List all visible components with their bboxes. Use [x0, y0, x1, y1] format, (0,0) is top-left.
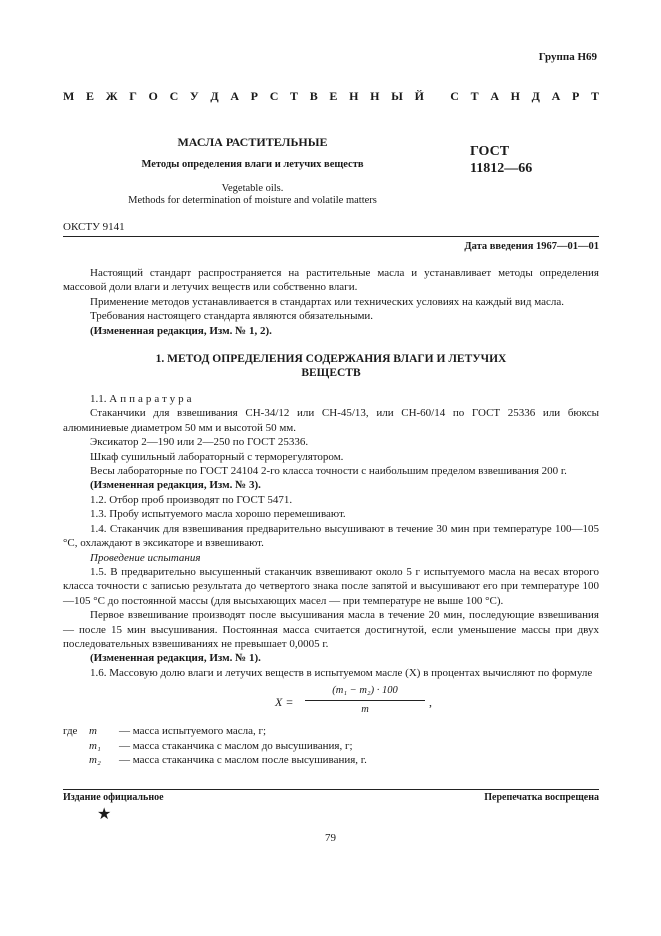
banner-letter: В	[309, 89, 318, 103]
banner-letter: У	[189, 89, 199, 103]
banner-letter: С	[450, 89, 459, 103]
banner-letter: Т	[590, 89, 599, 103]
clause-heading: Аппаратура	[109, 393, 195, 406]
clause-1-2: 1.2. Отбор проб производят по ГОСТ 5471.	[90, 493, 293, 506]
subheading-test: Проведение испытания	[90, 551, 201, 564]
banner-letter: С	[169, 89, 179, 103]
clause-1-6: 1.6. Массовую долю влаги и летучих веществ в испытуемом масле (X) в процентах вычисляют по формуле	[90, 666, 593, 679]
clause-1-3: 1.3. Пробу испытуемого масла хорошо перемешивают.	[90, 508, 346, 521]
apparatus-item: Эксикатор 2—190 или 2—250 по ГОСТ 25336.	[90, 436, 309, 449]
legend-text: — масса стаканчика с маслом после высушивания, г.	[119, 753, 367, 766]
clause-1-5: 1.5. В предварительно высушенный стаканчик взвешивают около 5 г испытуемого масла на весах второго класса точности с записью результата до четвертого знака после запятой и высушивают его при температуре 100—105 °С до постоянной массы (для высыхающих масел — при температуре не выше 100 °С).	[63, 565, 599, 607]
banner-letter: С	[269, 89, 279, 103]
document-body	[63, 266, 599, 767]
legend-symbol: m₂	[89, 753, 101, 766]
banner-letter: Т	[470, 89, 479, 103]
apparatus-item: Стаканчики для взвешивания СН-34/12 или СН-45/13, или СН-60/14 по ГОСТ 25336 или бюксы алюминиевые диаметром 50 мм и высотой 50 мм.	[63, 407, 599, 434]
header-divider	[63, 236, 599, 237]
banner-letter: А	[551, 89, 561, 103]
english-title-line1: Vegetable oils.	[221, 183, 284, 194]
banner-letter: А	[230, 89, 239, 103]
legend-text: — масса испытуемого масла, г;	[119, 725, 267, 738]
effective-date: Дата введения 1967—01—01	[464, 241, 599, 252]
gost-code: 11812—66	[470, 161, 533, 176]
intro-paragraph: Требования настоящего стандарта являются обязательными.	[90, 310, 374, 323]
banner-letter: М	[63, 89, 75, 103]
revision-note: (Измененная редакция, Изм. № 3).	[90, 479, 261, 492]
banner-letter: Н	[370, 89, 380, 103]
banner-letter: Е	[329, 89, 338, 103]
page-number: 79	[325, 832, 336, 844]
legend-text: — масса стаканчика с маслом до высушивания, г;	[119, 739, 353, 752]
legend-symbol: m	[89, 725, 97, 738]
banner-letter: Н	[510, 89, 520, 103]
gost-number	[470, 143, 532, 177]
gost-label: ГОСТ	[470, 144, 510, 159]
formula-denominator: m	[361, 703, 369, 715]
apparatus-item: Весы лабораторные по ГОСТ 24104 2-го класса точности с наибольшим пределом взвешивания 200 г.	[90, 465, 567, 478]
formula	[63, 684, 599, 720]
formula-numerator: (m₁ − m₂) · 100	[305, 684, 425, 700]
group-code: Группа Н69	[538, 51, 597, 63]
banner-letter: А	[490, 89, 499, 103]
banner-letter: Д	[210, 89, 219, 103]
intro-paragraph: Применение методов устанавливается в стандартах или технических условиях на каждый вид масла.	[90, 295, 565, 308]
document-subtitle: Методы определения влаги и летучих веществ	[141, 159, 364, 170]
legend-prefix: где	[63, 725, 78, 738]
legend-prefix	[63, 739, 89, 753]
official-edition-label: Издание официальное	[63, 792, 164, 803]
weighing-paragraph: Первое взвешивание производят после высушивания масла в течение 20 мин, последующие взвешивания — после 15 мин высушивания. Постоянная масса считается достигнутой, если уменьшение массы при двух последовательных взвешиваниях не превышает 0,0005 г.	[63, 609, 599, 650]
revision-note: (Измененная редакция, Изм. № 1, 2).	[90, 324, 272, 337]
reprint-notice: Перепечатка воспрещена	[484, 792, 599, 803]
banner-letter: Ы	[391, 89, 403, 103]
variable-legend	[63, 724, 599, 767]
clause-1-4: 1.4. Стаканчик для взвешивания предварительно высушивают в течение 30 мин при температуре 100—105 °С, охлаждают в эксикаторе и взвешивают.	[63, 522, 599, 550]
section-heading: 1. МЕТОД ОПРЕДЕЛЕНИЯ СОДЕРЖАНИЯ ВЛАГИ И ЛЕТУЧИХ ВЕЩЕСТВ	[155, 353, 507, 380]
banner-letter: Р	[250, 89, 259, 103]
banner-letter: Е	[86, 89, 95, 103]
intro-paragraph: Настоящий стандарт распространяется на растительные масла и устанавливает методы определения массовой доли влаги и летучих веществ или собственно влаги.	[63, 267, 599, 294]
banner-letter: Т	[290, 89, 299, 103]
legend-row	[63, 739, 599, 753]
banner-letter: Н	[349, 89, 359, 103]
formula-fraction	[305, 684, 425, 717]
clause-number: 1.1.	[90, 393, 107, 406]
banner-letter: Д	[531, 89, 540, 103]
banner-letter: Ж	[105, 89, 118, 103]
banner-letter: Й	[414, 89, 424, 103]
star-icon: ★	[97, 806, 112, 823]
formula-lhs: X =	[275, 695, 294, 710]
english-title-line2: Methods for determination of moisture and volatile matters	[128, 195, 377, 206]
clause-1-1	[63, 392, 599, 406]
title-block	[110, 135, 395, 207]
revision-note: (Измененная редакция, Изм. № 1).	[90, 652, 261, 665]
banner-letter: Р	[571, 89, 580, 103]
legend-symbol: m₁	[89, 739, 101, 752]
english-title	[110, 183, 395, 207]
legend-row	[63, 753, 599, 767]
legend-prefix	[63, 753, 89, 767]
banner-letter: О	[148, 89, 158, 103]
banner-letter: Г	[129, 89, 137, 103]
document-title: МАСЛА РАСТИТЕЛЬНЫЕ	[177, 135, 328, 149]
standard-banner	[63, 89, 599, 104]
formula-comma: ,	[429, 695, 432, 710]
footer-divider	[63, 789, 599, 790]
okstu-code: ОКСТУ 9141	[63, 221, 125, 233]
apparatus-item: Шкаф сушильный лабораторный с терморегулятором.	[90, 450, 344, 463]
banner-letter	[436, 89, 439, 104]
legend-row	[63, 724, 599, 738]
